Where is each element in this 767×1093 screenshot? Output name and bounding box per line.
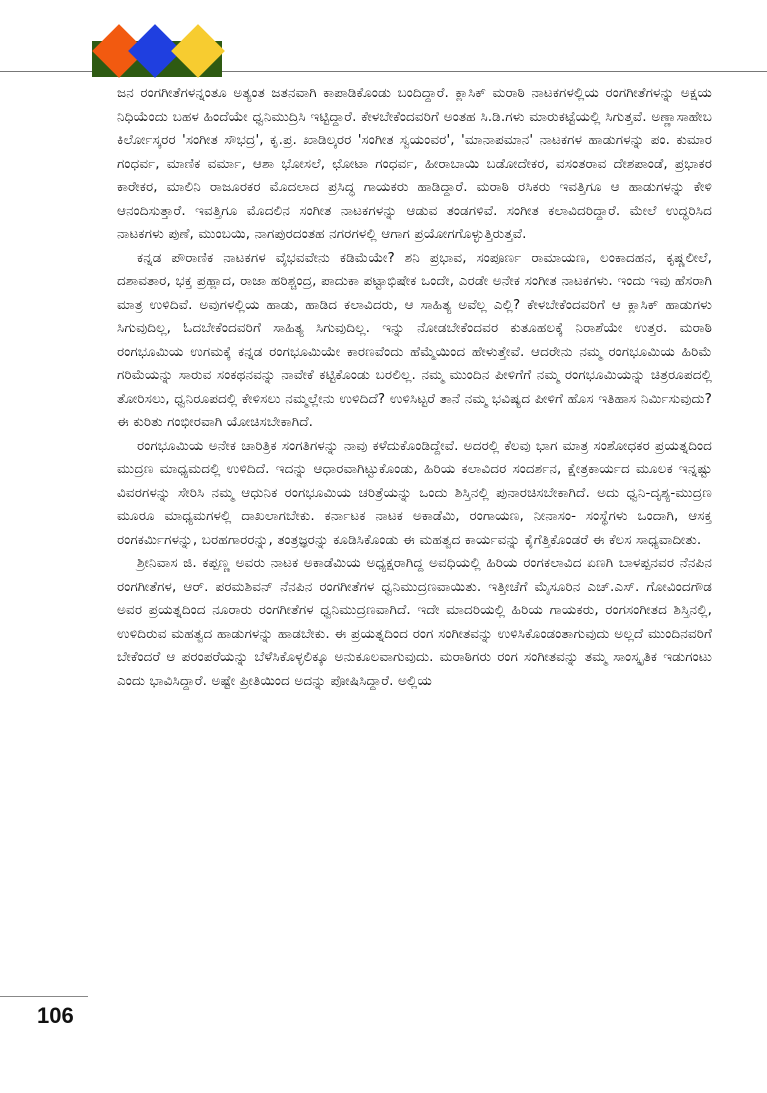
paragraph-4: ಶ್ರೀನಿವಾಸ ಜಿ. ಕಪ್ಪಣ್ಣ ಅವರು ನಾಟಕ ಅಕಾಡೆಮಿಯ ಅಧ್ಯಕ್ಷರಾಗಿದ್ದ ಅವಧಿಯಲ್ಲಿ ಹಿರಿಯ ರಂಗಕಲಾವಿದ ಏಣಗಿ ಬಾಳಪ್ಪನವರ ನೆನಪಿನ ರಂಗಗೀತೆಗಳ, ಆರ್. ಪರಮಶಿವನ್ ನೆನಪಿನ ರಂಗಗೀತೆಗಳ ಧ್ವನಿಮುದ್ರಣವಾಯಿತು. ಇತ್ತೀಚೆಗೆ ಮೈಸೂರಿನ ಎಚ್.ಎಸ್. ಗೋವಿಂದಗೌಡ ಅವರ ಪ್ರಯತ್ನದಿಂದ ನೂರಾರು ರಂಗಗೀತೆಗಳ ಧ್ವನಿಮುದ್ರಣವಾಗಿದೆ. ಇದೇ ಮಾದರಿಯಲ್ಲಿ ಹಿರಿಯ ಗಾಯಕರು, ರಂಗಸಂಗೀತದ ಶಿಸ್ತಿನಲ್ಲಿ, ಉಳಿದಿರುವ ಮಹತ್ವದ ಹಾಡುಗಳನ್ನು ಹಾಡಬೇಕು. ಈ ಪ್ರಯತ್ನದಿಂದ ರಂಗ ಸಂಗೀತವನ್ನು ಉಳಿಸಿಕೊಂಡಂತಾಗುವುದು ಅಲ್ಲದೆ ಮುಂದಿನವರಿಗೆ ಬೇಕೆಂದರೆ ಆ ಪರಂಪರೆಯನ್ನು ಬೆಳೆಸಿಕೊಳ್ಳಲಿಕ್ಕೂ ಅನುಕೂಲವಾಗುವುದು. ಮರಾಠಿಗರು ರಂಗ ಸಂಗೀತವನ್ನು ತಮ್ಮ ಸಾಂಸ್ಕೃತಿಕ ಇಡುಗಂಟು ಎಂದು ಭಾವಿಸಿದ್ದಾರೆ. ಅಷ್ಟೇ ಪ್ರೀತಿಯಿಂದ ಅದನ್ನು ಪೋಷಿಸಿದ್ದಾರೆ. ಅಲ್ಲಿಯ — [117, 555, 712, 689]
paragraph-2: ಕನ್ನಡ ಪೌರಾಣಿಕ ನಾಟಕಗಳ ವೈಭವವೇನು ಕಡಿಮೆಯೇ? ಶನಿ ಪ್ರಭಾವ, ಸಂಪೂರ್ಣ ರಾಮಾಯಣ, ಲಂಕಾದಹನ, ಕೃಷ್ಣಲೀಲೆ, ದಶಾವತಾರ, ಭಕ್ತ ಪ್ರಹ್ಲಾದ, ರಾಜಾ ಹರಿಶ್ಚಂದ್ರ, ಪಾದುಕಾ ಪಟ್ಟಾಭಿಷೇಕ ಒಂದೇ, ಎರಡೇ ಅನೇಕ ಸಂಗೀತ ನಾಟಕಗಳು. ಇಂದು ಇವು ಹೆಸರಾಗಿ ಮಾತ್ರ ಉಳಿದಿವೆ. ಅವುಗಳಲ್ಲಿಯ ಹಾಡು, ಹಾಡಿದ ಕಲಾವಿದರು, ಆ ಸಾಹಿತ್ಯ ಅವೆಲ್ಲ ಎಲ್ಲಿ? ಕೇಳಬೇಕೆಂದವರಿಗೆ ಆ ಕ್ಲಾಸಿಕ್ ಹಾಡುಗಳು ಸಿಗುವುದಿಲ್ಲ, ಓದಬೇಕೆಂದವರಿಗೆ ಸಾಹಿತ್ಯ ಸಿಗುವುದಿಲ್ಲ. ಇನ್ನು ನೋಡಬೇಕೆಂದವರ ಕುತೂಹಲಕ್ಕೆ ನಿರಾಶೆಯೇ ಉತ್ತರ. ಮರಾಠಿ ರಂಗಭೂಮಿಯ ಉಗಮಕ್ಕೆ ಕನ್ನಡ ರಂಗಭೂಮಿಯೇ ಕಾರಣವೆಂದು ಹೆಮ್ಮೆಯಿಂದ ಹೇಳುತ್ತೇವೆ. ಆದರೇನು ನಮ್ಮ ರಂಗಭೂಮಿಯ ಹಿರಿಮೆ ಗರಿಮೆಯನ್ನು ಸಾರುವ ಸಂಕಥನವನ್ನು ನಾವೇಕೆ ಕಟ್ಟಿಕೊಂಡು ಬರಲಿಲ್ಲ. ನಮ್ಮ ಮುಂದಿನ ಪೀಳಿಗೆಗೆ ನಮ್ಮ ರಂಗಭೂಮಿಯನ್ನು ಚಿತ್ರರೂಪದಲ್ಲಿ ತೋರಿಸಲು, ಧ್ವನಿರೂಪದಲ್ಲಿ ಕೇಳಿಸಲು ನಮ್ಮಲ್ಲೇನು ಉಳಿದಿದೆ? ಉಳಿಸಿಟ್ಟರೆ ತಾನೆ ನಮ್ಮ ಭವಿಷ್ಯದ ಪೀಳಿಗೆ ಹೊಸ ಇತಿಹಾಸ ನಿರ್ಮಿಸುವುದು? ಈ ಕುರಿತು ಗಂಭೀರವಾಗಿ ಯೋಚಿಸಬೇಕಾಗಿದೆ. — [117, 249, 712, 430]
article-body — [117, 82, 712, 693]
page-number: 106 — [37, 1003, 74, 1028]
paragraph-1: ಜನ ರಂಗಗೀತೆಗಳನ್ನಂತೂ ಅತ್ಯಂತ ಜತನವಾಗಿ ಕಾಪಾಡಿಕೊಂಡು ಬಂದಿದ್ದಾರೆ. ಕ್ಲಾಸಿಕ್ ಮರಾಠಿ ನಾಟಕಗಳಲ್ಲಿಯ ರಂಗಗೀತೆಗಳನ್ನು ಅಕ್ಷಯ ನಿಧಿಯೆಂದು ಬಹಳ ಹಿಂದೆಯೇ ಧ್ವನಿಮುದ್ರಿಸಿ ಇಟ್ಟಿದ್ದಾರೆ. ಕೇಳಬೇಕೆಂದವರಿಗೆ ಅಂತಹ ಸಿ.ಡಿ.ಗಳು ಮಾರುಕಟ್ಟೆಯಲ್ಲಿ ಸಿಗುತ್ತವೆ. ಅಣ್ಣಾಸಾಹೇಬ ಕಿರ್ಲೋಸ್ಕರರ 'ಸಂಗೀತ ಸೌಭದ್ರ', ಕೃ.ಪ್ರ. ಖಾಡಿಲ್ಕರರ 'ಸಂಗೀತ ಸ್ವಯಂವರ', 'ಮಾನಾಪಮಾನ' ನಾಟಕಗಳ ಹಾಡುಗಳನ್ನು ಪಂ. ಕುಮಾರ ಗಂಧರ್ವ, ಮಾಣಿಕ ವರ್ಮಾ, ಆಶಾ ಭೋಸಲೆ, ಛೋಟಾ ಗಂಧರ್ವ, ಹೀರಾಬಾಯಿ ಬಡೋದೇಕರ, ವಸಂತರಾವ ದೇಶಪಾಂಡೆ, ಪ್ರಭಾಕರ ಕಾರೇಕರ, ಮಾಲಿನಿ ರಾಜೂರಕರ ಮೊದಲಾದ ಪ್ರಸಿದ್ಧ ಗಾಯಕರು ಹಾಡಿದ್ದಾರೆ. ಮರಾಠಿ ರಸಿಕರು ಇವತ್ತಿಗೂ ಆ ಹಾಡುಗಳನ್ನು ಕೇಳಿ ಆನಂದಿಸುತ್ತಾರೆ. ಇವತ್ತಿಗೂ ಮೊದಲಿನ ಸಂಗೀತ ನಾಟಕಗಳನ್ನು ಆಡುವ ತಂಡಗಳಿವೆ. ಸಂಗೀತ ಕಲಾವಿದರಿದ್ದಾರೆ. ಮೇಲೆ ಉದ್ಧರಿಸಿದ ನಾಟಕಗಳು ಪುಣೆ, ಮುಂಬಯಿ, ನಾಗಪುರದಂತಹ ನಗರಗಳಲ್ಲಿ ಆಗಾಗ ಪ್ರಯೋಗಗೊಳ್ಳುತ್ತಿರುತ್ತವೆ. — [117, 85, 712, 242]
paragraph-3: ರಂಗಭೂಮಿಯ ಅನೇಕ ಚಾರಿತ್ರಿಕ ಸಂಗತಿಗಳನ್ನು ನಾವು ಕಳೆದುಕೊಂಡಿದ್ದೇವೆ. ಅದರಲ್ಲಿ ಕೆಲವು ಭಾಗ ಮಾತ್ರ ಸಂಶೋಧಕರ ಪ್ರಯತ್ನದಿಂದ ಮುದ್ರಣ ಮಾಧ್ಯಮದಲ್ಲಿ ಉಳಿದಿದೆ. ಇದನ್ನು ಆಧಾರವಾಗಿಟ್ಟುಕೊಂಡು, ಹಿರಿಯ ಕಲಾವಿದರ ಸಂದರ್ಶನ, ಕ್ಷೇತ್ರಕಾರ್ಯದ ಮೂಲಕ ಇನ್ನಷ್ಟು ವಿವರಗಳನ್ನು ಸೇರಿಸಿ ನಮ್ಮ ಆಧುನಿಕ ರಂಗಭೂಮಿಯ ಚರಿತ್ರೆಯನ್ನು ಒಂದು ಶಿಸ್ತಿನಲ್ಲಿ ಪುನಾರಚಿಸಬೇಕಾಗಿದೆ. ಅದು ಧ್ವನಿ-ದೃಶ್ಯ-ಮುದ್ರಣ ಮೂರೂ ಮಾಧ್ಯಮಗಳಲ್ಲಿ ದಾಖಲಾಗಬೇಕು. ಕರ್ನಾಟಕ ನಾಟಕ ಅಕಾಡೆಮಿ, ರಂಗಾಯಣ, ನೀನಾಸಂ- ಸಂಸ್ಥೆಗಳು ಒಂದಾಗಿ, ಆಸಕ್ತ ರಂಗಕರ್ಮಿಗಳನ್ನು, ಬರಹಗಾರರನ್ನು, ತಂತ್ರಜ್ಞರನ್ನು ಕೂಡಿಸಿಕೊಂಡು ಈ ಮಹತ್ವದ ಕಾರ್ಯವನ್ನು ಕೈಗೆತ್ತಿಕೊಂಡರೆ ಈ ಕೆಲಸ ಸಾಧ್ಯವಾದೀತು. — [117, 437, 712, 548]
footer-rule — [0, 996, 88, 997]
